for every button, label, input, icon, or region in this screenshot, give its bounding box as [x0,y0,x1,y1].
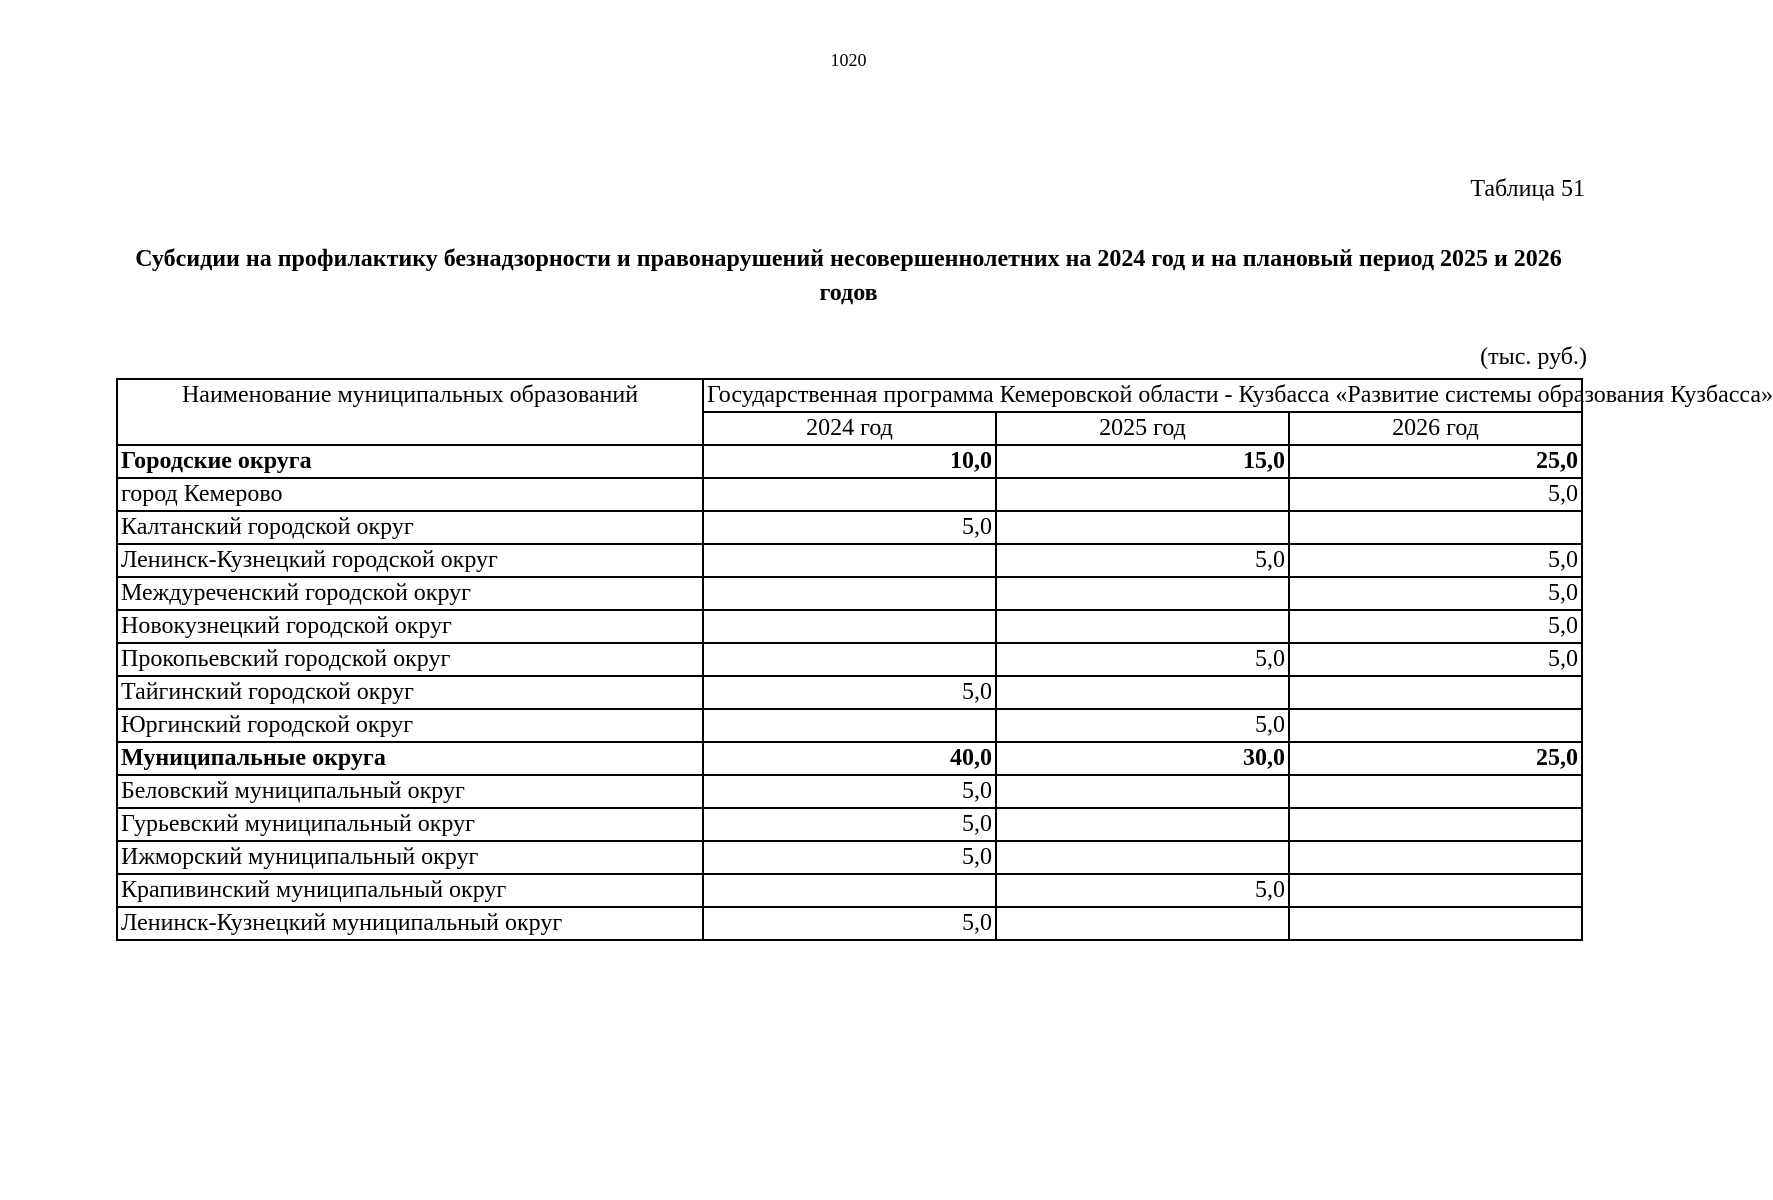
value-2024-cell: 5,0 [703,907,996,940]
municipality-name-cell: город Кемерово [117,478,703,511]
value-2025-cell [996,775,1289,808]
value-2026-cell [1289,874,1582,907]
municipality-name-cell: Ленинск-Кузнецкий муниципальный округ [117,907,703,940]
value-2024-cell [703,577,996,610]
table-row [117,544,1582,577]
column-header-2026: 2026 год [1289,412,1582,445]
value-2026-cell: 5,0 [1289,577,1582,610]
header-row [117,379,1582,412]
table-row [117,775,1582,808]
municipality-name-cell: Прокопьевский городской округ [117,643,703,676]
municipality-name-cell: Ленинск-Кузнецкий городской округ [117,544,703,577]
value-2024-cell: 5,0 [703,676,996,709]
table-row [117,841,1582,874]
value-2026-cell [1289,907,1582,940]
table-row [117,709,1582,742]
value-2024-cell: 5,0 [703,511,996,544]
value-2024-cell: 10,0 [703,445,996,478]
value-2025-cell [996,676,1289,709]
municipality-name-cell: Новокузнецкий городской округ [117,610,703,643]
units-label: (тыс. руб.) [1480,344,1587,370]
value-2024-cell [703,874,996,907]
value-2026-cell: 25,0 [1289,742,1582,775]
table-group-row [117,742,1582,775]
value-2024-cell [703,610,996,643]
municipality-name-cell: Междуреченский городской округ [117,577,703,610]
municipality-name-cell: Ижморский муниципальный округ [117,841,703,874]
municipality-name-cell: Крапивинский муниципальный округ [117,874,703,907]
column-header-name: Наименование муниципальных образований [117,379,703,445]
value-2025-cell [996,841,1289,874]
municipality-name-cell: Беловский муниципальный округ [117,775,703,808]
value-2024-cell: 5,0 [703,841,996,874]
page-number: 1020 [830,50,867,70]
value-2025-cell [996,478,1289,511]
value-2026-cell [1289,709,1582,742]
value-2024-cell: 5,0 [703,775,996,808]
value-2025-cell: 5,0 [996,643,1289,676]
document-title: Субсидии на профилактику безнадзорности и правонарушений несовершеннолетних на 2024 год и на плановый период 2025 и 2026 годов [135,246,1562,306]
table-body [117,445,1582,940]
subsidies-table [116,378,1773,941]
municipality-name-cell: Юргинский городской округ [117,709,703,742]
value-2025-cell: 5,0 [996,709,1289,742]
table-row [117,874,1582,907]
value-2025-cell: 30,0 [996,742,1289,775]
value-2025-cell [996,907,1289,940]
value-2025-cell [996,610,1289,643]
municipality-name-cell: Калтанский городской округ [117,511,703,544]
value-2026-cell [1289,511,1582,544]
value-2024-cell [703,544,996,577]
value-2025-cell [996,808,1289,841]
value-2024-cell [703,643,996,676]
value-2025-cell: 15,0 [996,445,1289,478]
value-2026-cell: 5,0 [1289,478,1582,511]
value-2024-cell [703,709,996,742]
value-2025-cell [996,577,1289,610]
value-2025-cell: 5,0 [996,874,1289,907]
column-header-2024: 2024 год [703,412,996,445]
value-2025-cell: 5,0 [996,544,1289,577]
table-row [117,907,1582,940]
value-2026-cell [1289,841,1582,874]
municipality-name-cell: Муниципальные округа [117,742,703,775]
table-row [117,511,1582,544]
value-2024-cell: 5,0 [703,808,996,841]
value-2026-cell [1289,808,1582,841]
table-row [117,643,1582,676]
column-header-program: Государственная программа Кемеровской области - Кузбасса «Развитие системы образования Кузбасса» [703,379,1582,412]
table-row [117,610,1582,643]
value-2026-cell: 25,0 [1289,445,1582,478]
value-2024-cell [703,478,996,511]
municipality-name-cell: Тайгинский городской округ [117,676,703,709]
table-row [117,808,1582,841]
value-2026-cell [1289,775,1582,808]
table-row [117,577,1582,610]
value-2026-cell: 5,0 [1289,544,1582,577]
table-row [117,478,1582,511]
value-2026-cell: 5,0 [1289,610,1582,643]
value-2024-cell: 40,0 [703,742,996,775]
municipality-name-cell: Городские округа [117,445,703,478]
value-2025-cell [996,511,1289,544]
column-header-2025: 2025 год [996,412,1289,445]
table-row [117,676,1582,709]
table-label: Таблица 51 [1470,176,1585,202]
value-2026-cell: 5,0 [1289,643,1582,676]
municipality-name-cell: Гурьевский муниципальный округ [117,808,703,841]
value-2026-cell [1289,676,1582,709]
table-group-row [117,445,1582,478]
